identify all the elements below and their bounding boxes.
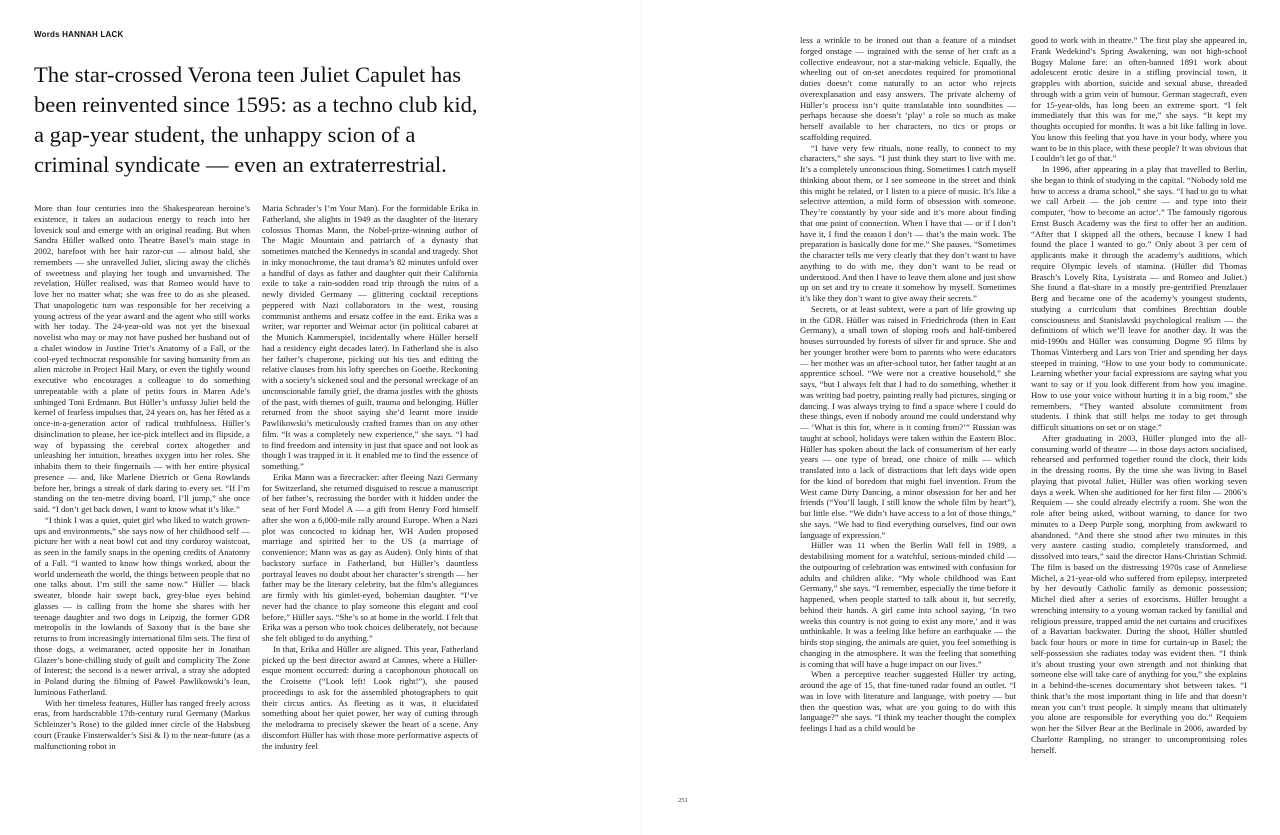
page-number: 251 [678,797,688,804]
paragraph: When a perceptive teacher suggested Hüller try acting, around the age of 15, that fine-tuned radar found an outlet. “I was in love with literature and language, with poetry — but then the question was, what are you going to do with this language?” she says. “I think my teacher thought the complex feelings I had as a child would be [800,669,1016,733]
paragraph: “I have very few rituals, none really, to connect to my characters,” she says. “I just think they start to live with me. It’s a completely unconscious thing. Sometimes I catch myself thinking about them, or I see someone in the street and think this might be related, or I listen to a piece of music. It’s like a selective attention, a mild form of obsession with someone. They’re constantly by your side and it’s more about finding that one point of connection. When I have that — or if I don’t have it, I find the reason I don’t — that’s the main work. The preparation is basically done for me.” She pauses. “Sometimes the character tells me very clearly that they don’t want to have anything to do with me, they don’t want to be read or understood. And then I have to leave them alone and just show up on set and try to create it somehow by myself. Sometimes it’s like they don’t want to give away their secrets.” [800,142,1016,303]
paragraph: In 1996, after appearing in a play that travelled to Berlin, she began to think of studying in the capital. “Nobody told me how to access a drama school,” she says. “I had to go to what we call Arbeit — the job centre — and type into their computer, ‘how to become an actor’.” The famously rigorous Ernst Busch Academy was the first to offer her an audition. “After that I skipped all the others, because I knew I had found the place I wanted to go.” Only about 3 per cent of applicants make it through the academy’s auditions, which require Olympic levels of stamina. (Hüller did Thomas Brasch’s Lovely Rita, Lysistrata — and Romeo and Juliet.) She found a flat-share in a mostly pre-gentrified Prenzlauer Berg and became one of the academy’s youngest students, studying a curriculum that combines Brechtian double consciousness and Stanislavski psychological realism — the definitions of which we’ll leave for another day. It was the mid-1990s and Hüller was consuming Dogme 95 films by Thomas Vinterberg and Lars von Trier and spending her days steeped in training. “How to use your body to communicate. Learning whether your facial expressions are saying what you want to say or if you look different from how you imagine. How to use your voice without hurting it in a big room,” she remembers. “They wanted absolute commitment from students. I think that still helps me today to get through difficult situations on set or on stage.” [1031,164,1247,432]
paragraph: After graduating in 2003, Hüller plunged into the all-consuming world of theatre — in those days actors socialised, rehearsed and performed together round the clock, their kids in the dressing rooms. By the time she was living in Basel playing that pivotal Juliet, Hüller was often working seven days a week. When she auditioned for her first film — 2006’s Requiem — she could already electrify a room. She won the role after being asked, without warning, to dance for two minutes to a Deep Purple song, morphing from awkward to abandoned. “And there she stood after two minutes in this very austere casting studio, completely transformed, and dissolved into tears,” said the director Hans-Christian Schmid. The film is based on the distressing 1970s case of Anneliese Michel, a 21-year-old who suffered from epilepsy, interpreted by her devoutly Catholic family as demonic possession; Michel died after a series of exorcisms. Hüller brought a wrenching intensity to a young woman racked by familial and religious pressure, trapped amid the net curtains and crucifixes of a Bavarian backwater. During the shoot, Hüller shuttled back four hours or more in time for curtain-up in Basel; the self-possession she radiates today was evident then. “I think it’s about trusting your own strength and not thinking that someone else will take care of anything for you,” she explains in a behind-the-scenes documentary shot between takes. “I think that’s the most important thing in life and that doesn’t mean you can’t trust people. It simply means that ultimately you alone are responsible for everything you do.” Requiem won her the Silver Bear at the Berlinale in 2006, awarded by Charlotte Rampling, no stranger to uncompromising roles herself. [1031,432,1247,755]
text-column-4 [1031,35,1247,811]
byline: Words HANNAH LACK [34,30,124,39]
standfirst-headline: The star-crossed Verona teen Juliet Capulet has been reinvented since 1595: as a techno club kid, a gap-year student, the unhappy scion of a criminal syndicate — even an extraterrestrial. [34,62,478,177]
paragraph: More than four centuries into the Shakespearean heroine’s existence, it takes an audacious energy to reach into her lovesick soul and emerge with an original reading. But when Sandra Hüller walked onto Theatre Basel’s main stage in 2002, barefoot with her hair razor-cut — almost bald, she remembers — she unravelled Juliet, slicing away the clichés of sweetness and playing her tough and unvarnished. The revelation, Hüller realised, was that Romeo would have to love her no matter what; she was free to do as she pleased. That unapologetic turn was responsible for her receiving a young actress of the year award and the agent who still works with her today. The 24-year-old was not yet the bisexual novelist who may or may not have pushed her husband out of a chalet window in Justine Triet’s Anatomy of a Fall, or the cool-eyed technocrat responsible for saving humanity from an alien microbe in Project Hail Mary, or even the tightly wound executive who encourages a colleague to do something unrepeatable with a plate of petits fours in Maren Ade’s unhinged Toni Erdmann. But Hüller’s unfussy Juliet held the kernel of fearless impulses that, 24 years on, has her fêted as a once-in-a-generation actor of radical truthfulness. Hüller’s disinclination to please, her ice-pick intellect and its flipside, a way of bypassing the cerebral cortex altogether and unleashing her intuition, breathes oxygen into her roles. She inhabits them to their fingernails — with her entire physical presence — and, like Marlene Dietrich or Gena Rowlands before her, brings a streak of dark daring to every set. “If I’m standing on the ten-metre diving board, I’ll jump,” she once said. “I don’t get back down, I want to know what it’s like.” [34,203,250,514]
paragraph: Maria Schrader’s I’m Your Man). For the formidable Erika in Fatherland, she alights in 1949 as the daughter of the literary colossus Thomas Mann, the Nobel-prize-winning author of The Magic Mountain and patriarch of a dynasty that sometimes matched the Kennedys in scandal and tragedy. Shot in inky monochrome, the taut drama’s 82 minutes unfold over a handful of days as father and daughter quit their California exile to take a rain-sodden road trip through the ruins of a newly divided Germany — glittering cocktail receptions peppered with Nazi collaborators in the west, rousing communist anthems and ersatz coffee in the east. Erika was a writer, war reporter and Weimar actor (in political cabaret at the Munich Kammerspiel, incidentally where Hüller herself had a residency eight decades later). In Fatherland she is also her father’s chaperone, picking out his ties and editing the relative clauses from his lofty speeches on Goethe. Reckoning with a society’s sickened soul and the personal wreckage of an unconscionable family grief, the drama jostles with the ghosts of the past, with themes of guilt, trauma and belonging. Hüller returned from the shoot saying she’d learnt more inside Pawlikowski’s meticulously crafted frames than on any other film. “It was a completely new experience,” she says. “I had to find freedom and intensity in just that space and not look as though I was trapped in it. It enabled me to find the essence of something.” [262,203,478,471]
paragraph: Secrets, or at least subtext, were a part of life growing up in the GDR. Hüller was raised in Friedrichroda (then in East Germany), a small town of sloping roofs and half-timbered houses surrounded by forests of silver fir and spruce. She and her younger brother were born to parents who were educators — her mother was an after-school tutor, her father taught at an apprentice school. “We were not a creative household,” she says, “but I always felt that I had to do something, whether it was writing bad poetry, painting really bad pictures, singing or dancing. I was always trying to find a space where I could do these things, even if nobody around me could understand why — ‘What is this for, where is it coming from?’” Russian was taught at school, holidays were taken within the Eastern Bloc. Hüller has spoken about the lack of consumerism of her early years — one type of bread, one choice of milk — which translated into a lack of distractions that left days wide open for the kind of boredom that might fuel invention. From the West came Dirty Dancing, a minor obsession for her and her friends (“You’ll laugh, I still know the whole film by heart”), but little else. “We didn’t have access to a lot of those things,” she says. “We had to find everything ourselves, find our own language of expression.” [800,303,1016,540]
text-column-2 [262,203,478,811]
paragraph: In that, Erika and Hüller are aligned. This year, Fatherland picked up the best director award at Cannes, where a Hüller-esque moment occurred: during a cacophonous photocall on the Croisette (“Look left! Look right!”), she paused proceedings to ask for the assembled photographers to quit their circus antics. As fleeting as it was, it elucidated something about her quiet power, her way of cutting through the melodrama to precisely skewer the heart of a scene. Any discomfort Hüller has with those more performative aspects of the industry feel [262,643,478,751]
text-column-1 [34,203,250,811]
paragraph: Hüller was 11 when the Berlin Wall fell in 1989, a destabilising moment for a watchful, serious-minded child — the outpouring of celebration was entwined with confusion for adults and children alike. “My whole childhood was East Germany,” she says. “I remember, especially the time before it happened, when people started to talk about it, but secretly, behind their hands. A girl came into school saying, ‘In two weeks this country is not going to exist any more,’ and it was unthinkable. It was a feeling like before an earthquake — the birds stop singing, the animals are quiet, you feel something is changing in the atmosphere. It was the feeling that something is coming that will have a huge impact on our lives.” [800,540,1016,669]
page-gutter [640,0,641,835]
text-column-3 [800,35,1016,811]
paragraph: good to work with in theatre.” The first play she appeared in, Frank Wedekind’s Spring Awakening, was not high-school Bugsy Malone fare: an often-banned 1891 work about adolescent erotic desire in a stifling provincial town, it grapples with abortion, suicide and sexual abuse, threaded through with a grim vein of humour. German stagecraft, even for 15-year-olds, has long been an extreme sport. “I felt immediately that this was for me,” she says. “It kept my thoughts occupied for months. It was a bit like falling in love. You know this feeling that you have in your body, where you want to be in this place, with these people? It was obvious that I couldn’t let go of that.” [1031,35,1247,164]
paragraph: Erika Mann was a firecracker: after fleeing Nazi Germany for Switzerland, she returned disguised to rescue a manuscript of her father’s, recrossing the border with it hidden under the seat of her Ford Model A — a gift from Henry Ford himself after she won a 6,000-mile rally around Europe. When a Nazi plot was concocted to kidnap her, WH Auden proposed marriage and spirited her to the US (a marriage of convenience; Mann was as gay as Auden). Only hints of that backstory surface in Fatherland, but Hüller’s dauntless portrayal leaves no doubt about her character’s strength — her father may be the literary celebrity, but the film’s allegiances are firmly with his gimlet-eyed, bohemian daughter. “I’ve never had the chance to play someone this elegant and cool before,” Hüller says. “She’s so at home in the world. I felt that Erika was a person who took choices deliberately, not because she felt obliged to do anything.” [262,471,478,643]
paragraph: “I think I was a quiet, quiet girl who liked to watch grown-ups and environments,” she says now of her childhood self — picture her with a neat bowl cut and tiny corduroy waistcoat, as seen in the family snaps in the opening credits of Anatomy of a Fall. “I wanted to know how things worked, about the world underneath the world, the things between people that no one talks about. I’m still the same now.” Hüller — black sweater, blonde hair swept back, grey-blue eyes behind glasses — is calling from the home she shares with her teenage daughter and two dogs in Leipzig, the former GDR metropolis in the lowlands of Saxony that is the base she returns to from increasingly international film sets. The first of those dogs, a weimaraner, acted opposite her in Jonathan Glazer’s bone-chilling study of guilt and complicity The Zone of Interest; the second is a newer arrival, a stray she adopted in Poland during the filming of Paweł Pawlikowski’s lean, luminous Fatherland. [34,514,250,697]
paragraph: With her timeless features, Hüller has ranged freely across eras, from hardscrabble 17th-century rural Germany (Markus Schleinzer’s Rose) to the gilded inner circle of the Habsburg court (Frauke Finsterwalder’s Sisi & I) to the near-future (as a malfunctioning robot in [34,697,250,751]
paragraph: less a wrinkle to be ironed out than a feature of a mindset forged onstage — ingrained with the sense of her craft as a collective endeavour, not a star-making vehicle. Equally, the wheeling out of on-set anecdotes required for promotional duties doesn’t come naturally to an actor who rejects overexplanation and easy answers. The private alchemy of Hüller’s process isn’t quite translatable into soundbites — perhaps because she doesn’t ‘play’ a role so much as make herself available to her characters, no tics or props or scaffolding required. [800,35,1016,142]
